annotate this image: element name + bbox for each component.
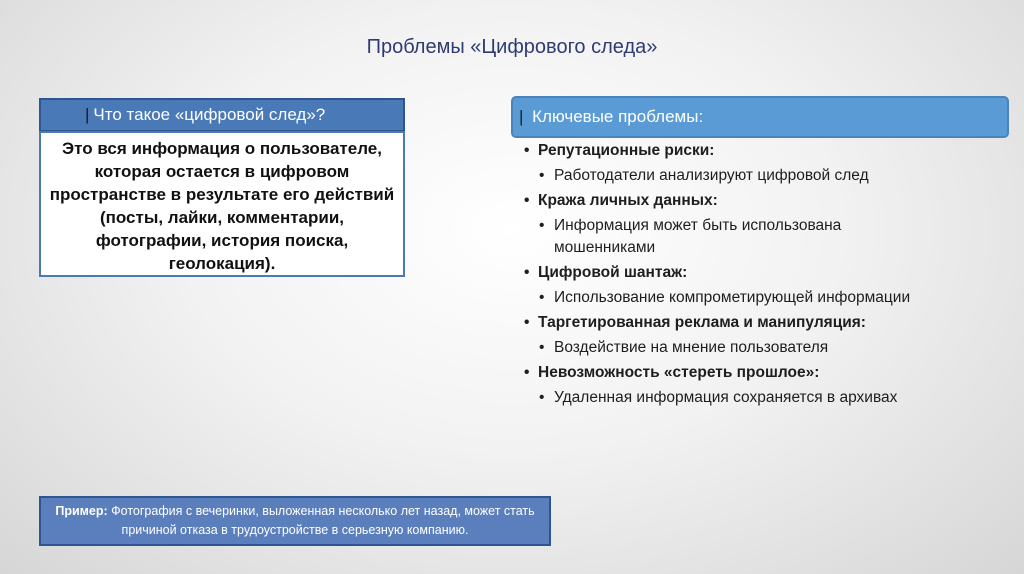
key-problems-header bbox=[511, 96, 1009, 138]
bullet-icon: • bbox=[539, 389, 545, 406]
header-bar-mark: | bbox=[519, 107, 524, 126]
list-item: • Удаленная информация сохраняется в архивах bbox=[518, 387, 1008, 409]
key-problems-header-label: Ключевые проблемы: bbox=[532, 107, 704, 126]
definition-header bbox=[39, 98, 405, 132]
list-item: • Цифровой шантаж: bbox=[518, 262, 1008, 284]
example-note bbox=[39, 496, 551, 546]
bullet-icon: • bbox=[539, 289, 545, 306]
bullet-icon: • bbox=[524, 192, 530, 209]
key-problems-list bbox=[518, 140, 1008, 412]
bullet-icon: • bbox=[539, 339, 545, 356]
list-item: • Использование компрометирующей информации bbox=[518, 287, 1008, 309]
definition-body: Это вся информация о пользователе, которая остается в цифровом пространстве в результате его действий (посты, лайки, комментарии, фотографии, история поиска, геолокация). bbox=[39, 131, 405, 277]
definition-header-label: Что такое «цифровой след»? bbox=[93, 105, 326, 124]
list-item: • Воздействие на мнение пользователя bbox=[518, 337, 1008, 359]
list-item: • Невозможность «стереть прошлое»: bbox=[518, 362, 1008, 384]
slide-title: Проблемы «Цифрового следа» bbox=[366, 36, 658, 58]
bullet-icon: • bbox=[524, 314, 530, 331]
list-item: • Кража личных данных: bbox=[518, 190, 1008, 212]
list-item: • Информация может быть использована мошенниками bbox=[539, 217, 842, 256]
list-item: • Работодатели анализируют цифровой след bbox=[518, 165, 1008, 187]
bullet-icon: • bbox=[524, 142, 530, 159]
example-text: Фотография с вечеринки, выложенная несколько лет назад, может стать причиной отказа в трудоустройстве в серьезную компанию. bbox=[111, 504, 535, 537]
header-bar-mark: | bbox=[85, 105, 90, 124]
bullet-icon: • bbox=[539, 217, 545, 234]
bullet-icon: • bbox=[524, 264, 530, 281]
list-item: • Репутационные риски: bbox=[518, 140, 1008, 162]
example-label: Пример: bbox=[55, 504, 108, 518]
bullet-icon: • bbox=[524, 364, 530, 381]
list-item: • Таргетированная реклама и манипуляция: bbox=[518, 312, 1008, 334]
bullet-icon: • bbox=[539, 167, 545, 184]
